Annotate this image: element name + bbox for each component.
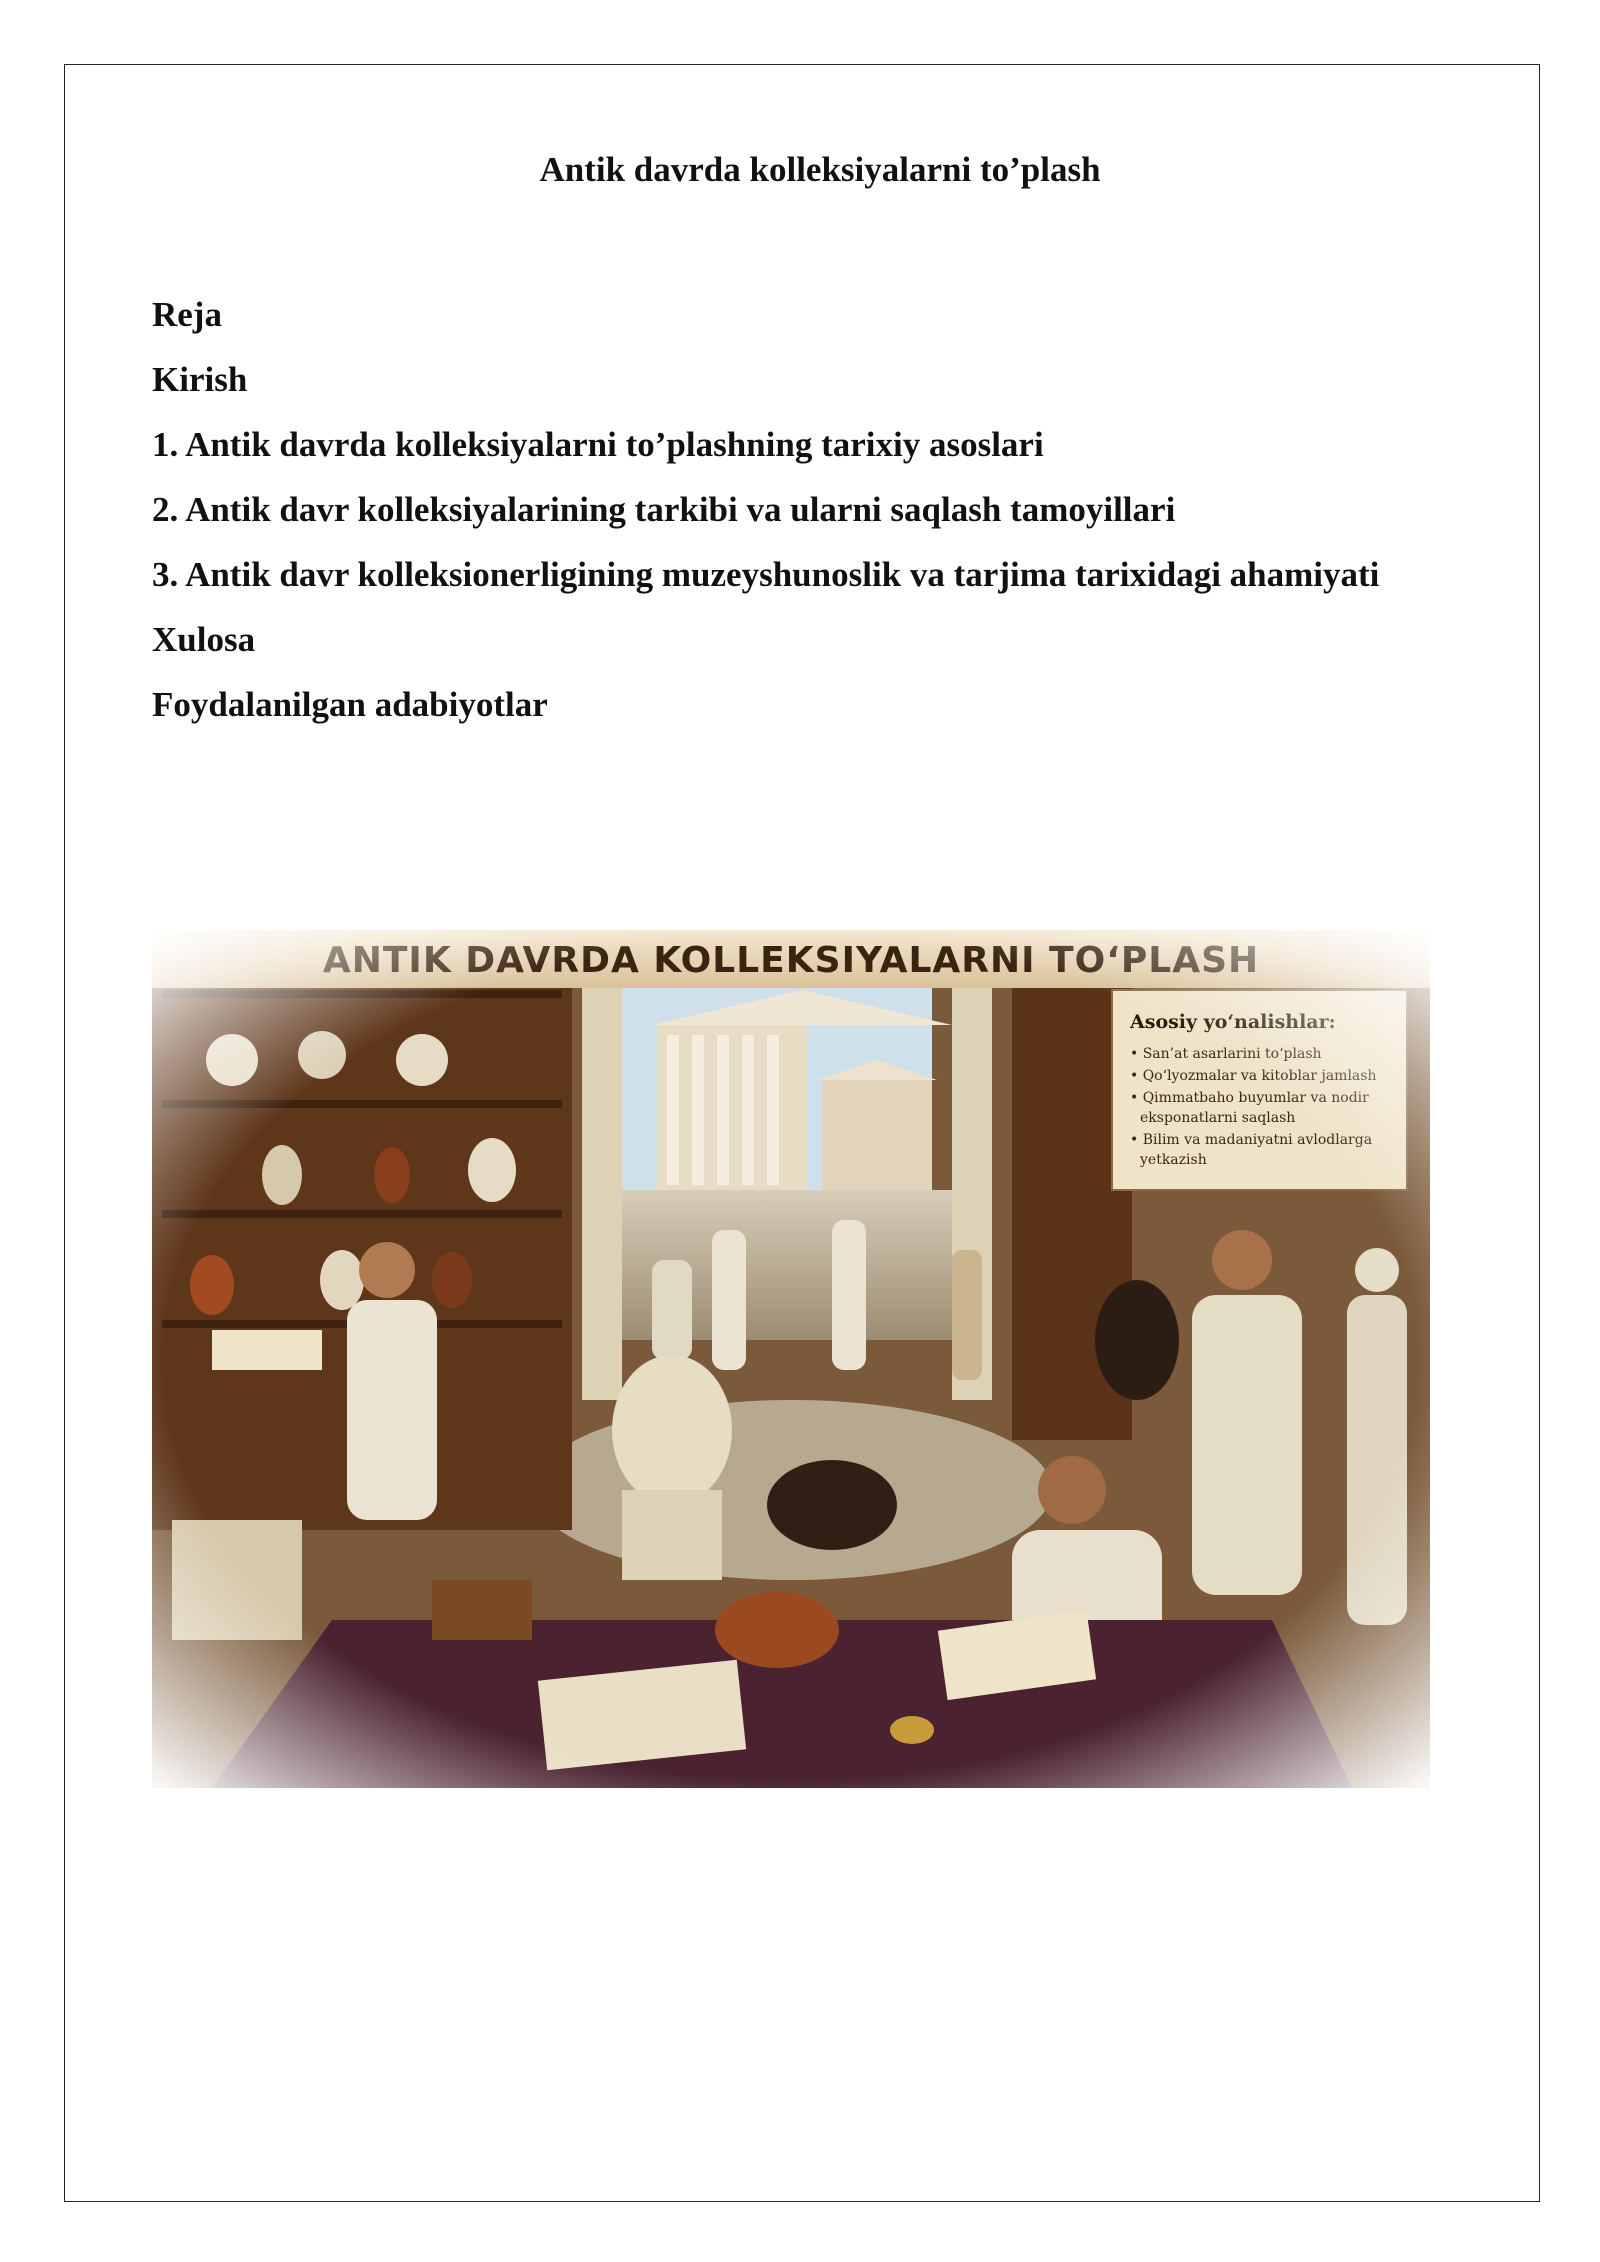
vignette-overlay	[152, 930, 1430, 1788]
illustration-antique-collection	[152, 930, 1430, 1788]
outline-list	[152, 282, 1532, 737]
outline-heading-reja: Reja	[152, 295, 222, 334]
outline-item-xulosa: Xulosa	[152, 620, 256, 659]
document-title: Antik davrda kolleksiyalarni to’plash	[539, 150, 1101, 189]
outline-item-adabiyotlar: Foydalanilgan adabiyotlar	[152, 685, 548, 724]
illustration-svg	[152, 930, 1430, 1788]
outline-item-section-2: 2. Antik davr kolleksiyalarining tarkibi va ularni saqlash tamoyillari	[152, 490, 1176, 529]
outline-item-section-1: 1. Antik davrda kolleksiyalarni to’plashning tarixiy asoslari	[152, 425, 1044, 464]
outline-item-section-3: 3. Antik davr kolleksionerligining muzeyshunoslik va tarjima tarixidagi ahamiyati	[152, 555, 1380, 594]
outline-item-kirish: Kirish	[152, 360, 248, 399]
